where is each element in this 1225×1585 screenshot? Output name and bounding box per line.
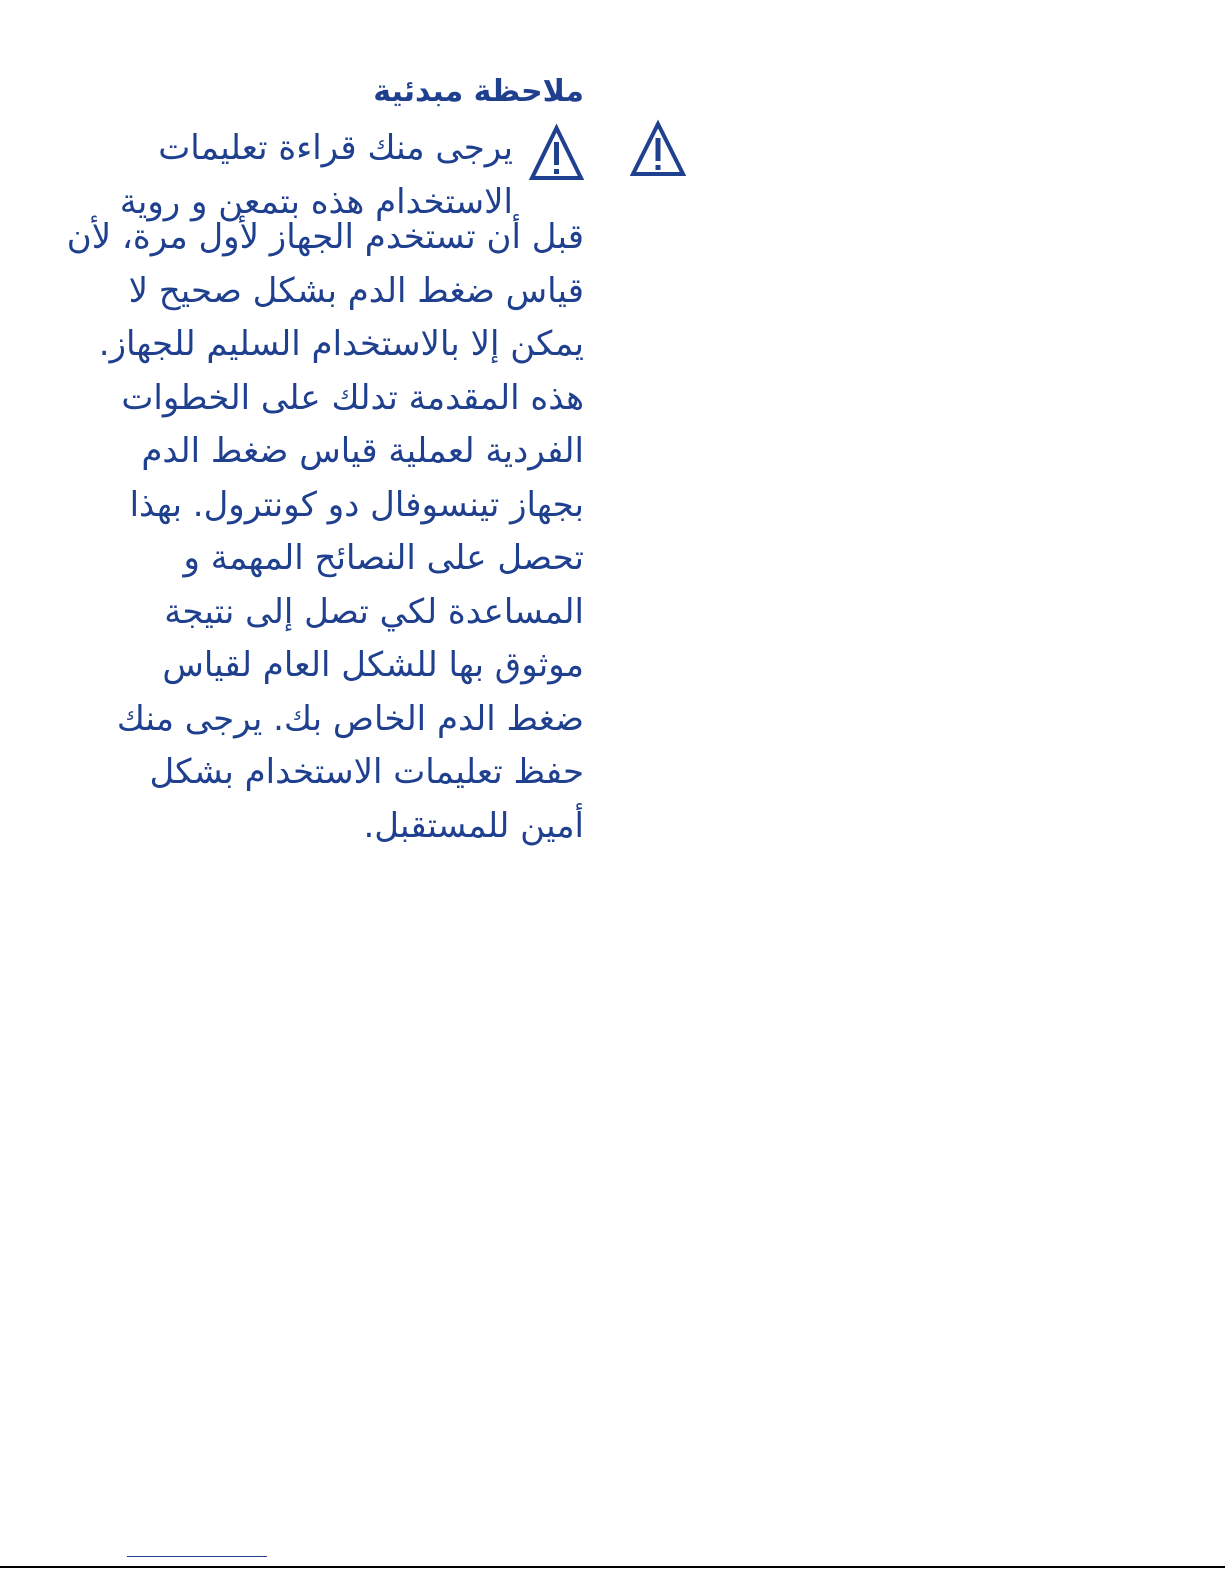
body-line: ضغط الدم الخاص بك. يرجى منك: [116, 698, 584, 739]
body-line: موثوق بها للشكل العام لقياس: [162, 645, 584, 685]
body-line: هذه المقدمة تدلك على الخطوات: [121, 377, 584, 418]
body-line: بجهاز تينسوفال دو كونترول. بهذا: [129, 484, 584, 525]
page-bottom-divider: [0, 1566, 1225, 1568]
footnote-separator: [127, 1556, 267, 1557]
warning-triangle-icon: [528, 123, 585, 183]
intro-line-2: الاستخدام هذه بتمعن و روية: [119, 181, 513, 222]
body-line: قبل أن تستخدم الجهاز لأول مرة، لأن: [66, 217, 584, 257]
body-line: قياس ضغط الدم بشكل صحيح لا: [128, 270, 584, 311]
section-heading: ملاحظة مبدئية: [373, 74, 584, 109]
body-line: أمين للمستقبل.: [363, 805, 584, 846]
body-line: يمكن إلا بالاستخدام السليم للجهاز.: [98, 324, 584, 364]
body-paragraph: [66, 211, 584, 853]
body-line: المساعدة لكي تصل إلى نتيجة: [164, 591, 584, 632]
body-line: تحصل على النصائح المهمة و: [183, 538, 584, 578]
intro-line-1: يرجى منك قراءة تعليمات: [158, 128, 513, 168]
body-line: حفظ تعليمات الاستخدام بشكل: [149, 752, 584, 792]
margin-warning-icon: [628, 119, 688, 179]
body-line: الفردية لعملية قياس ضغط الدم: [141, 431, 584, 471]
